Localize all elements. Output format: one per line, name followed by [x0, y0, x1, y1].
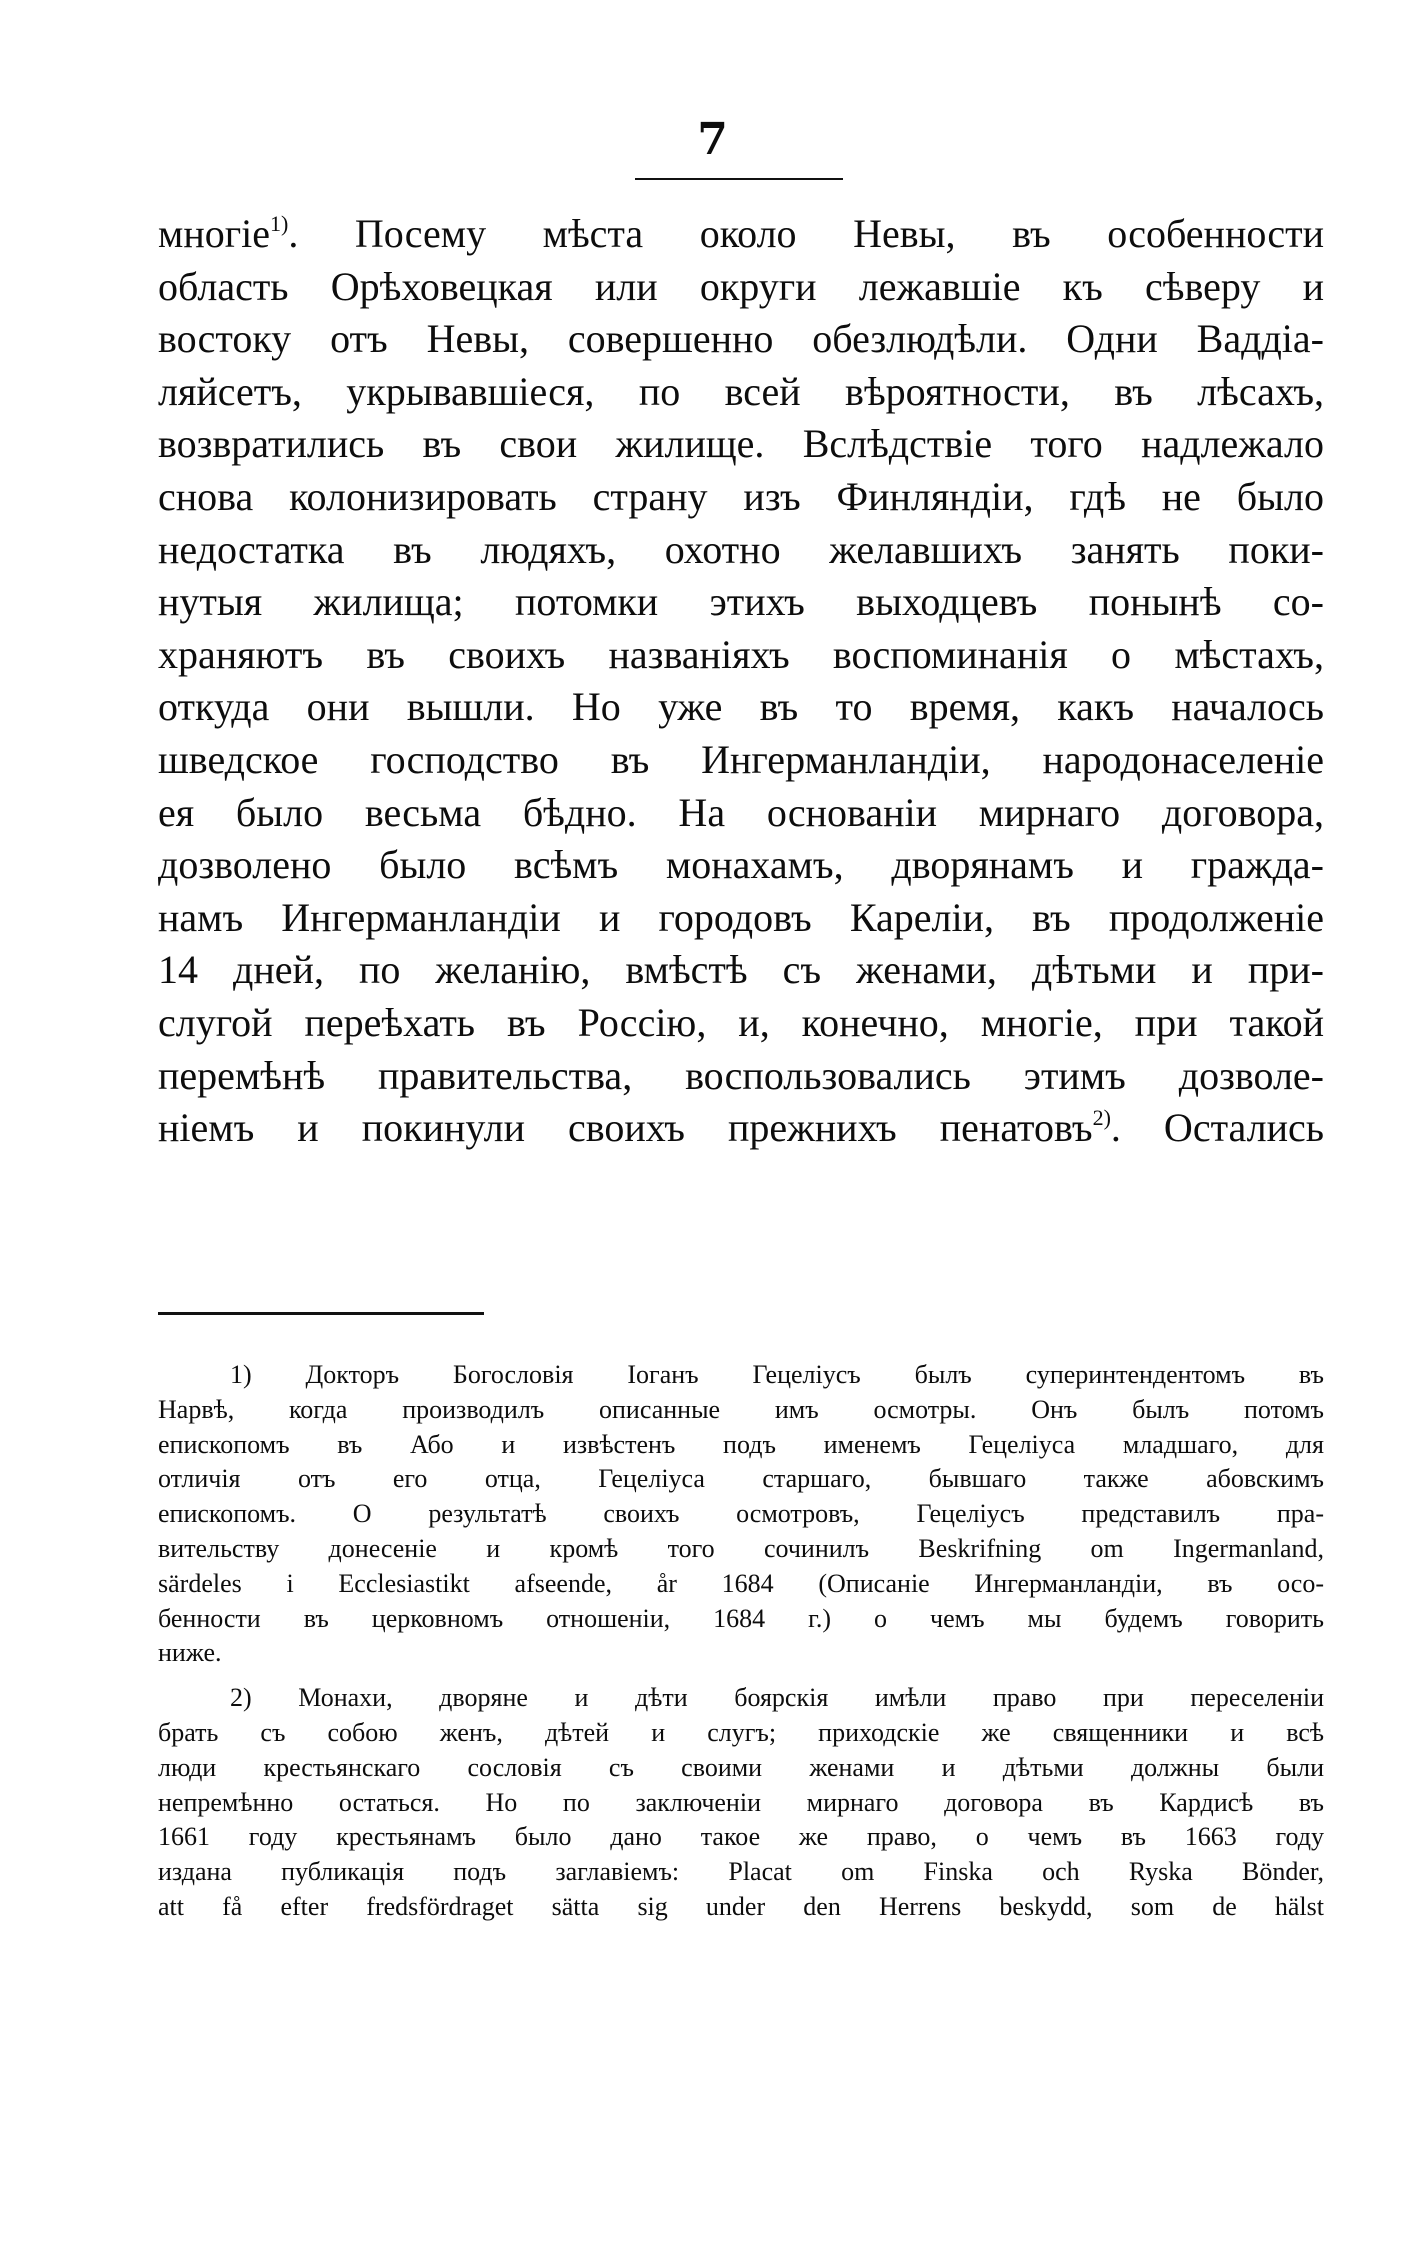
main-text	[158, 208, 1324, 1155]
text-line: ляйсетъ, укрывавшіеся, по всей вѣроятности, въ лѣсахъ,	[158, 368, 1324, 414]
text-line: слугой переѣхать въ Россію, и, конечно, многіе, при такой	[158, 999, 1324, 1045]
footnote-line: бенности въ церковномъ отношеніи, 1684 г.) о чемъ мы будемъ говорить	[158, 1603, 1324, 1633]
text-line: шведское господство въ Ингерманландіи, народонаселеніе	[158, 736, 1324, 782]
footnote-1	[158, 1358, 1324, 1671]
footnote-rule	[158, 1312, 484, 1315]
footnote-ref-2[interactable]: 2)	[1092, 1105, 1111, 1131]
footnote-ref-1[interactable]: 1)	[270, 211, 289, 236]
text-line: 14 дней, по желанію, вмѣстѣ съ женами, дѣтьми и при-	[158, 947, 1324, 993]
footnote-line: непремѣнно остаться. Но по заключеніи мирнаго договора въ Кардисѣ въ	[158, 1787, 1324, 1817]
footnote-line: издана публикація подъ заглавіемъ: Placat om Finska och Ryska Bönder,	[158, 1857, 1324, 1887]
footnote-line: särdeles i Ecclesiastikt afseende, år 1684 (Описаніе Ингерманландіи, въ осо-	[158, 1568, 1324, 1598]
footnotes	[158, 1358, 1324, 1925]
footnote-line: 1661 году крестьянамъ было дано такое же право, о чемъ въ 1663 году	[158, 1822, 1324, 1852]
text-line: востоку отъ Невы, совершенно обезлюдѣли. Одни Ваддіа-	[158, 316, 1324, 362]
text-line: храняютъ въ своихъ названіяхъ воспоминанія о мѣстахъ,	[158, 631, 1324, 677]
header-rule	[635, 178, 843, 180]
text-line: намъ Ингерманландіи и городовъ Кареліи, въ продолженіе	[158, 894, 1324, 940]
text-line: откуда они вышли. Но уже въ то время, какъ началось	[158, 684, 1324, 730]
text-line: снова колонизировать страну изъ Финляндіи, гдѣ не было	[158, 473, 1324, 519]
text-line: недостатка въ людяхъ, охотно желавшихъ занять поки-	[158, 526, 1324, 572]
footnote-line: епископомъ. О результатѣ своихъ осмотровъ, Гецеліусъ представилъ пра-	[158, 1499, 1324, 1529]
text-line: ніемъ и покинули своихъ прежнихъ пенатовъ$^{2)}$. Остались	[158, 1105, 1324, 1151]
page-number: 7	[697, 114, 728, 165]
text-line: перемѣнѣ правительства, воспользовались этимъ дозволе-	[158, 1052, 1324, 1098]
footnote-line: Нарвѣ, когда производилъ описанные имъ осмотры. Онъ былъ потомъ	[158, 1394, 1324, 1424]
text-line: многіе$^{1)}$. Посему мѣста около Невы, въ особенности	[158, 211, 1324, 256]
footnote-2	[158, 1681, 1324, 1925]
text-line: ея было весьма бѣдно. На основаніи мирнаго договора,	[158, 789, 1324, 835]
footnote-line: епископомъ въ Або и извѣстенъ подъ именемъ Гецеліуса младшаго, для	[158, 1429, 1324, 1459]
footnote-line: люди крестьянскаго сословія съ своими женами и дѣтьми должны были	[158, 1752, 1324, 1782]
text-line: нутыя жилища; потомки этихъ выходцевъ понынѣ со-	[158, 579, 1324, 625]
footnote-line: att få efter fredsfördraget sätta sig under den Herrens beskydd, som de hälst	[158, 1891, 1324, 1921]
footnote-line: ниже.	[158, 1638, 222, 1668]
footnote-line: 2) Монахи, дворяне и дѣти боярскія имѣли право при переселеніи	[230, 1683, 1324, 1713]
footnote-line: отличія отъ его отца, Гецеліуса старшаго, бывшаго также абовскимъ	[158, 1464, 1324, 1494]
text-line: возвратились въ свои жилище. Вслѣдствіе того надлежало	[158, 421, 1324, 467]
text-line: дозволено было всѣмъ монахамъ, дворянамъ и гражда-	[158, 842, 1324, 888]
footnote-line: брать съ собою женъ, дѣтей и слугъ; приходскіе же священники и всѣ	[158, 1717, 1324, 1747]
text-line: область Орѣховецкая или округи лежавшіе къ сѣверу и	[158, 263, 1324, 309]
footnote-line: 1) Докторъ Богословія Іоганъ Гецеліусъ былъ суперинтендентомъ въ	[230, 1360, 1324, 1389]
footnote-line: вительству донесеніе и кромѣ того сочинилъ Beskrifning om Ingermanland,	[158, 1533, 1324, 1563]
